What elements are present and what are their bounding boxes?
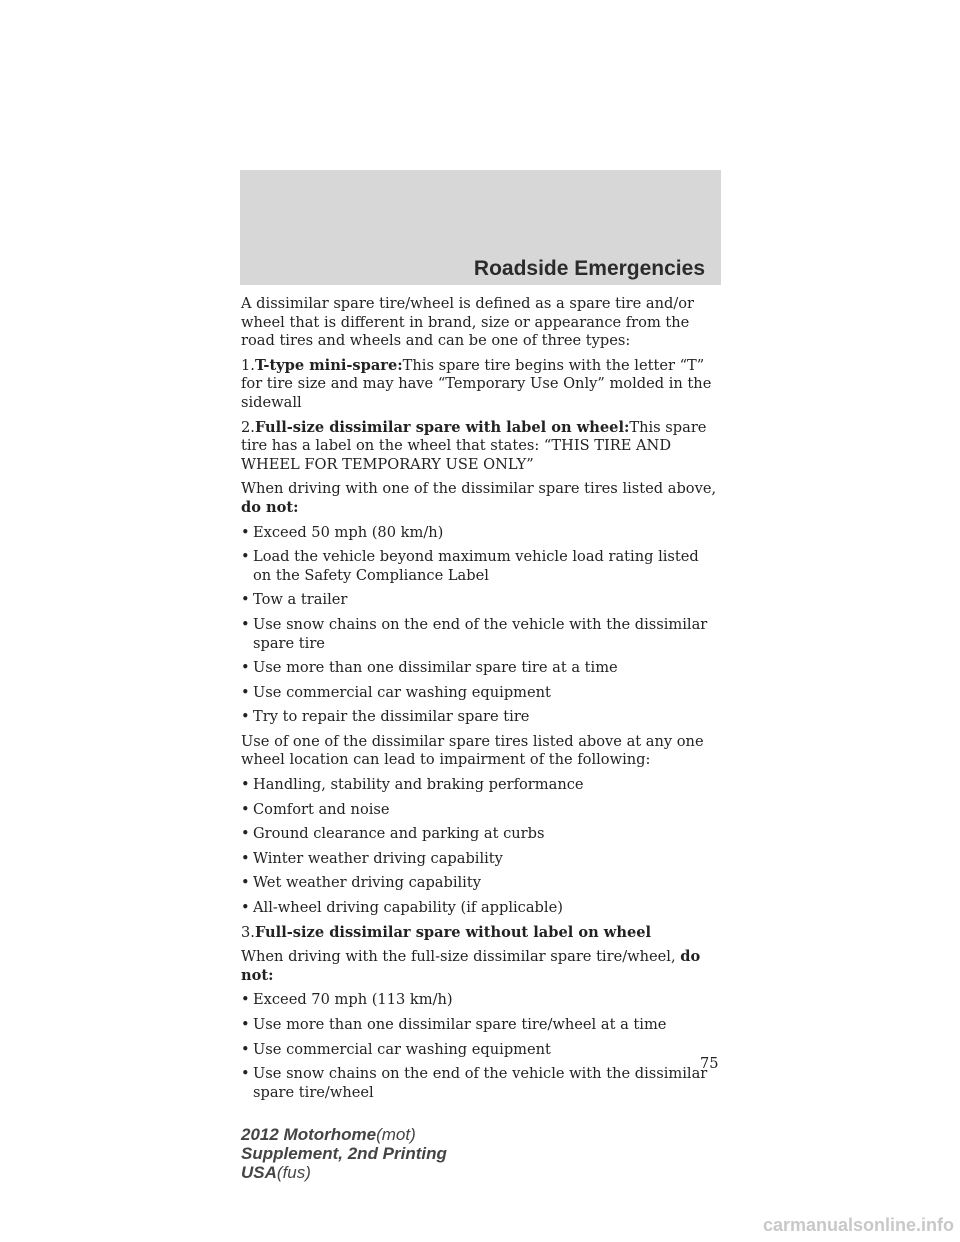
list-item: • Ground clearance and parking at curbs [241, 825, 545, 843]
list-item: • Use snow chains on the end of the vehicle with the dissimilar spare tire [241, 615, 708, 652]
bullet-icon: • [241, 899, 250, 917]
page-content [241, 295, 721, 1108]
bullet-icon: • [241, 615, 250, 633]
list-item: • Use commercial car washing equipment [241, 683, 551, 701]
warning-1-emphasis: do not: [241, 498, 299, 516]
bullet-icon: • [241, 1016, 250, 1033]
list-item: • Use commercial car washing equipment [241, 1040, 551, 1058]
type-3-number: 3. [241, 923, 255, 941]
list-item: • Use more than one dissimilar spare tire at a time [241, 659, 618, 677]
type-3-paragraph [241, 924, 721, 943]
bullet-icon: • [241, 683, 250, 701]
warning-1-text: When driving with one of the dissimilar spare tires listed above, [241, 480, 717, 498]
impairment-list [241, 776, 721, 918]
restrictions-list-1 [241, 524, 721, 727]
footer-line-1: 2012 Motorhome(mot) [241, 1125, 416, 1144]
bullet-icon: • [241, 548, 250, 566]
warning-1-paragraph [241, 480, 721, 517]
list-item: • Winter weather driving capability [241, 849, 503, 867]
bullet-icon: • [241, 874, 250, 892]
list-item: • Try to repair the dissimilar spare tire [241, 708, 530, 726]
type-2-paragraph [241, 419, 721, 475]
watermark: carmanualsonline.info [762, 1215, 954, 1235]
bullet-icon: • [241, 825, 250, 843]
bullet-icon: • [241, 708, 250, 726]
section-header-band [240, 170, 721, 285]
bullet-icon: • [241, 523, 250, 541]
list-item: • Wet weather driving capability [241, 874, 481, 892]
type-1-number: 1. [241, 356, 255, 374]
list-item: • Comfort and noise [241, 800, 390, 818]
list-item: • Exceed 50 mph (80 km/h) [241, 523, 444, 541]
type-1-heading: T-type mini-spare: [254, 356, 403, 374]
list-item: • Load the vehicle beyond maximum vehicle load rating listed on the Safety Compliance Label [241, 548, 699, 584]
bullet-icon: • [241, 591, 250, 609]
type-1-text: This spare tire begins with the letter “T” for tire size and may have “Temporary Use Only” molded in the sidewall [241, 356, 712, 411]
list-item: • Handling, stability and braking performance [241, 776, 584, 794]
impairment-intro: Use of one of the dissimilar spare tires listed above at any one wheel location can lead to impairment of the following: [241, 732, 704, 769]
footer-printing-info [241, 1125, 447, 1182]
warning-2-text: When driving with the full-size dissimilar spare tire/wheel, [241, 948, 676, 966]
type-2-text: This spare tire has a label on the wheel that states: “THIS TIRE AND WHEEL FOR TEMPORARY USE ONLY” [241, 418, 707, 473]
list-item: • All-wheel driving capability (if applicable) [241, 899, 563, 917]
section-title: Roadside Emergencies [473, 257, 705, 280]
bullet-icon: • [241, 659, 250, 677]
list-item: • Use more than one dissimilar spare tire/wheel at a time [241, 1016, 667, 1033]
type-1-paragraph [241, 357, 721, 413]
type-2-heading: Full-size dissimilar spare with label on wheel: [254, 418, 630, 436]
page-number: 75 [700, 1055, 719, 1072]
footer-line-2: Supplement, 2nd Printing [241, 1144, 447, 1163]
restrictions-list-2 [241, 991, 721, 1102]
bullet-icon: • [241, 1065, 250, 1083]
bullet-icon: • [241, 991, 250, 1009]
type-3-heading: Full-size dissimilar spare without label on wheel [254, 923, 652, 941]
intro-paragraph: A dissimilar spare tire/wheel is defined as a spare tire and/or wheel that is different in brand, size or appearance from the road tires and wheels and can be one of three types: [241, 295, 695, 350]
type-2-number: 2. [241, 418, 255, 436]
bullet-icon: • [241, 849, 250, 867]
list-item: • Tow a trailer [241, 591, 348, 609]
warning-2-emphasis: do not: [241, 948, 701, 984]
warning-2-paragraph [241, 948, 721, 985]
bullet-icon: • [241, 776, 250, 794]
bullet-icon: • [241, 800, 250, 818]
list-item: • Use snow chains on the end of the vehicle with the dissimilar spare tire/wheel [241, 1065, 708, 1101]
list-item: • Exceed 70 mph (113 km/h) [241, 991, 453, 1009]
bullet-icon: • [241, 1040, 250, 1058]
footer-line-3: USA(fus) [241, 1163, 311, 1182]
